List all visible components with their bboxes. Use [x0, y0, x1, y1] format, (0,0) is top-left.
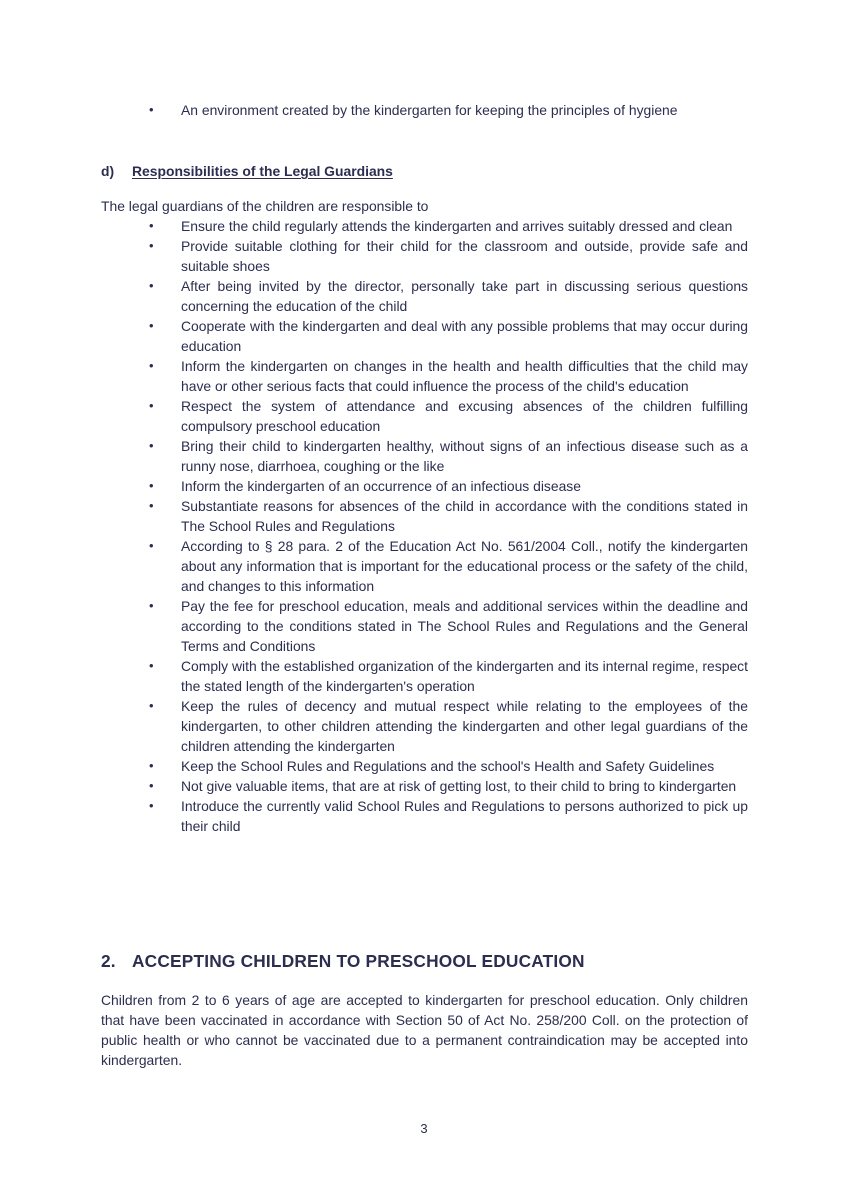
hygiene-bullet-list: [0, 100, 848, 120]
list-item: • Keep the rules of decency and mutual respect while relating to the employees of the kindergarten, to other children attending the kindergarten and other legal guardians of the children attending the kindergarten: [0, 696, 748, 756]
list-item: • Comply with the established organization of the kindergarten and its internal regime, respect the stated length of the kindergarten's operation: [0, 656, 748, 696]
section-title: ACCEPTING CHILDREN TO PRESCHOOL EDUCATION: [132, 951, 585, 971]
list-item: • Pay the fee for preschool education, meals and additional services within the deadline and according to the conditions stated in The School Rules and Regulations and the General Terms and Conditions: [0, 596, 748, 656]
list-item: • Cooperate with the kindergarten and deal with any possible problems that may occur during education: [0, 316, 748, 356]
list-item: • Provide suitable clothing for their child for the classroom and outside, provide safe and suitable shoes: [0, 236, 748, 276]
list-item: • Inform the kindergarten of an occurrence of an infectious disease: [0, 476, 748, 496]
guardian-responsibilities-list: [0, 216, 848, 836]
list-item: • Not give valuable items, that are at risk of getting lost, to their child to bring to kindergarten: [0, 776, 748, 796]
subsection-letter: d): [101, 163, 115, 179]
page-number: 3: [420, 1121, 428, 1136]
subsection-title: Responsibilities of the Legal Guardians: [132, 163, 393, 179]
list-item: • Keep the School Rules and Regulations and the school's Health and Safety Guidelines: [0, 756, 748, 776]
section-heading: [101, 949, 585, 973]
section-number: 2.: [101, 951, 116, 971]
list-item: • Inform the kindergarten on changes in the health and health difficulties that the child may have or other serious facts that could influence the process of the child's education: [0, 356, 748, 396]
list-item: • Respect the system of attendance and excusing absences of the children fulfilling compulsory preschool education: [0, 396, 748, 436]
list-item: • According to § 28 para. 2 of the Education Act No. 561/2004 Coll., notify the kindergarten about any information that is important for the educational process or the safety of the child, and changes to this information: [0, 536, 748, 596]
list-item: • An environment created by the kindergarten for keeping the principles of hygiene: [0, 100, 748, 120]
list-item: • Bring their child to kindergarten healthy, without signs of an infectious disease such as a runny nose, diarrhoea, coughing or the like: [0, 436, 748, 476]
list-item: • Ensure the child regularly attends the kindergarten and arrives suitably dressed and clean: [0, 216, 748, 236]
list-item: • After being invited by the director, personally take part in discussing serious questions concerning the education of the child: [0, 276, 748, 316]
admission-paragraph: Children from 2 to 6 years of age are accepted to kindergarten for preschool education. Only children that have been vaccinated in accordance with Section 50 of Act No. 258/200 Coll. on the protection of public health or who cannot be vaccinated due to a permanent contraindication may be accepted into kindergarten.: [101, 992, 748, 1068]
list-item: • Introduce the currently valid School Rules and Regulations to persons authorized to pick up their child: [0, 796, 748, 836]
list-item: • Substantiate reasons for absences of the child in accordance with the conditions stated in The School Rules and Regulations: [0, 496, 748, 536]
responsibilities-intro: The legal guardians of the children are responsible to: [101, 198, 429, 214]
subsection-heading: [101, 161, 393, 181]
